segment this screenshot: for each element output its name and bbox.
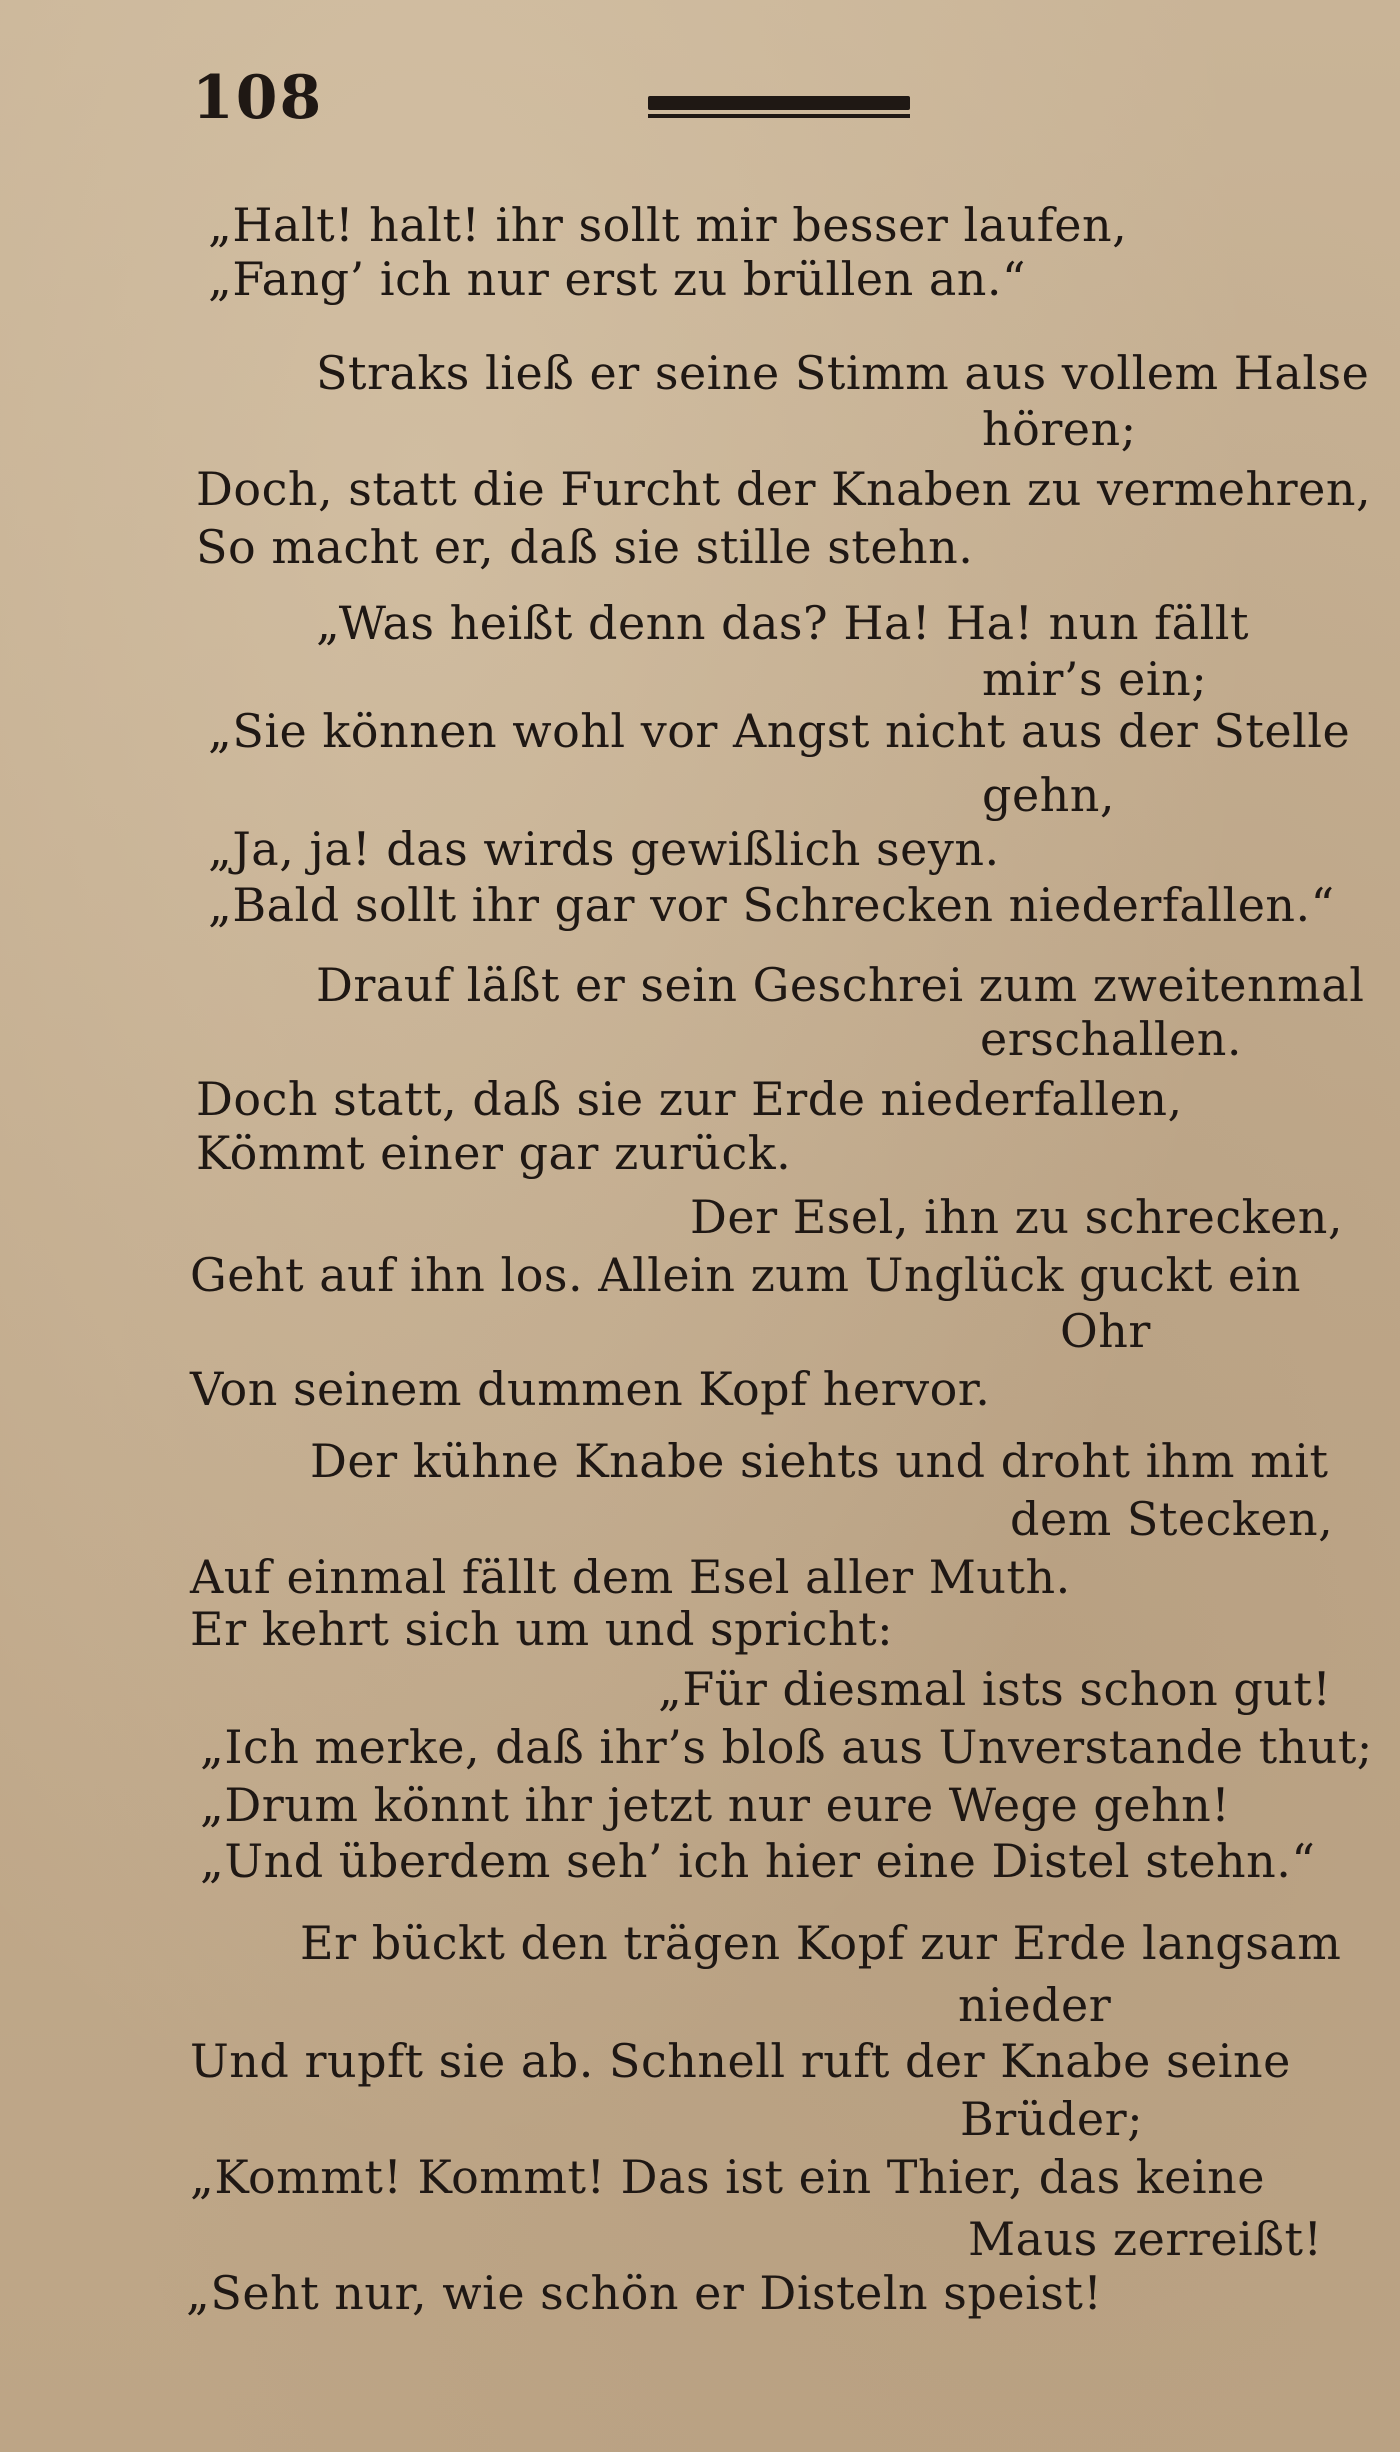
text-line: „Und überdem seh’ ich hier eine Distel stehn.“: [200, 1834, 1316, 1888]
text-line: nieder: [958, 1978, 1112, 2032]
text-line: Er kehrt sich um und spricht:: [190, 1602, 894, 1656]
text-line: Drauf läßt er sein Geschrei zum zweitenmal: [316, 958, 1365, 1012]
text-line: Maus zerreißt!: [968, 2212, 1323, 2266]
page-number: 108: [192, 63, 324, 133]
text-line: Und rupft sie ab. Schnell ruft der Knabe seine: [190, 2034, 1291, 2088]
text-line: „Was heißt denn das? Ha! Ha! nun fällt: [316, 596, 1249, 650]
text-line: Von seinem dummen Kopf hervor.: [190, 1362, 991, 1416]
text-line: Auf einmal fällt dem Esel aller Muth.: [190, 1550, 1071, 1604]
text-line: hören;: [982, 402, 1137, 456]
text-line: Kömmt einer gar zurück.: [196, 1126, 792, 1180]
text-line: „Fang’ ich nur erst zu brüllen an.“: [208, 252, 1027, 306]
text-line: „Bald sollt ihr gar vor Schrecken niederfallen.“: [208, 878, 1335, 932]
text-line: „Für diesmal ists schon gut!: [658, 1662, 1332, 1716]
text-line: „Kommt! Kommt! Das ist ein Thier, das keine: [190, 2150, 1265, 2204]
header-rule: [648, 96, 910, 110]
text-line: Straks ließ er seine Stimm aus vollem Halse: [316, 346, 1370, 400]
text-line: „Halt! halt! ihr sollt mir besser laufen,: [208, 198, 1128, 252]
text-line: Ohr: [1060, 1304, 1151, 1358]
text-line: Doch statt, daß sie zur Erde niederfallen,: [196, 1072, 1183, 1126]
text-line: dem Stecken,: [1010, 1492, 1334, 1546]
text-line: „Drum könnt ihr jetzt nur eure Wege gehn!: [200, 1778, 1231, 1832]
text-line: „Ich merke, daß ihr’s bloß aus Unverstande thut;: [200, 1720, 1373, 1774]
text-line: erschallen.: [980, 1012, 1243, 1066]
text-line: So macht er, daß sie stille stehn.: [196, 520, 974, 574]
text-line: mir’s ein;: [982, 652, 1208, 706]
text-line: Geht auf ihn los. Allein zum Unglück guckt ein: [190, 1248, 1301, 1302]
text-line: gehn,: [982, 768, 1116, 822]
text-line: Doch, statt die Furcht der Knaben zu vermehren,: [196, 462, 1372, 516]
text-line: Brüder;: [960, 2092, 1144, 2146]
text-line: „Ja, ja! das wirds gewißlich seyn.: [208, 822, 1000, 876]
text-line: Der kühne Knabe siehts und droht ihm mit: [310, 1434, 1329, 1488]
text-line: „Seht nur, wie schön er Disteln speist!: [186, 2266, 1103, 2320]
text-line: Er bückt den trägen Kopf zur Erde langsam: [300, 1916, 1342, 1970]
text-line: „Sie können wohl vor Angst nicht aus der Stelle: [208, 704, 1351, 758]
text-line: Der Esel, ihn zu schrecken,: [690, 1190, 1343, 1244]
